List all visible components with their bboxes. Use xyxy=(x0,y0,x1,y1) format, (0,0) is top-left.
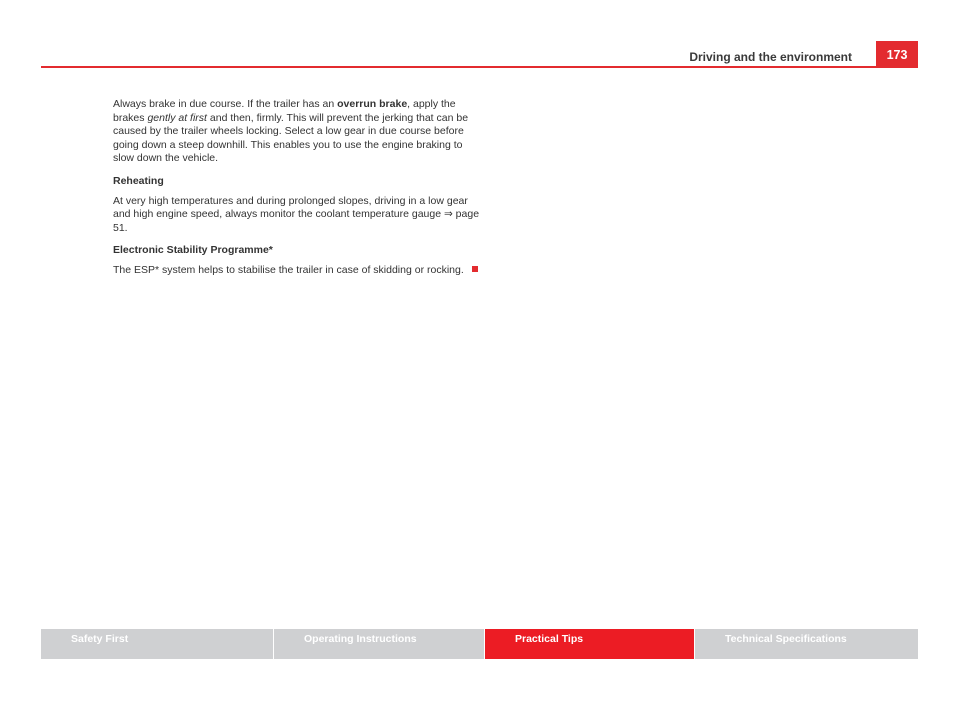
section-end-marker-icon xyxy=(472,266,478,272)
footer-tab-safety-first[interactable]: Safety First xyxy=(41,629,273,659)
page-content xyxy=(113,98,483,287)
paragraph-text: and then, firmly. This will prevent the jerking that can be caused by the trailer wheels locking. Select a low gear in due course before going down a steep downhill. This enables you to use the engine braking to slow down the vehicle. xyxy=(113,111,469,165)
paragraph-braking xyxy=(113,98,483,166)
paragraph-reheating: At very high temperatures and during prolonged slopes, driving in a low gear and high engine speed, always monitor the coolant temperature gauge ⇒ page 51. xyxy=(113,194,480,234)
heading-esp: Electronic Stability Programme* xyxy=(113,244,273,257)
footer-tab-practical-tips[interactable]: Practical Tips xyxy=(484,629,694,659)
bold-term: overrun brake xyxy=(337,98,408,110)
paragraph-text: Always brake in due course. If the trailer has an xyxy=(113,98,338,110)
footer-tab-operating-instructions[interactable]: Operating Instructions xyxy=(273,629,484,659)
page-number: 173 xyxy=(876,41,918,68)
italic-term: gently at first xyxy=(147,111,207,124)
paragraph-text: , apply the brakes xyxy=(113,98,456,124)
footer-tab-technical-specifications[interactable]: Technical Specifications xyxy=(694,629,918,659)
section-title: Driving and the environment xyxy=(689,50,852,64)
paragraph-esp xyxy=(113,264,483,278)
footer-nav xyxy=(41,629,918,659)
heading-reheating: Reheating xyxy=(113,174,164,187)
header-rule xyxy=(41,66,918,68)
paragraph-text: The ESP* system helps to stabilise the trailer in case of skidding or rocking. xyxy=(113,263,464,276)
